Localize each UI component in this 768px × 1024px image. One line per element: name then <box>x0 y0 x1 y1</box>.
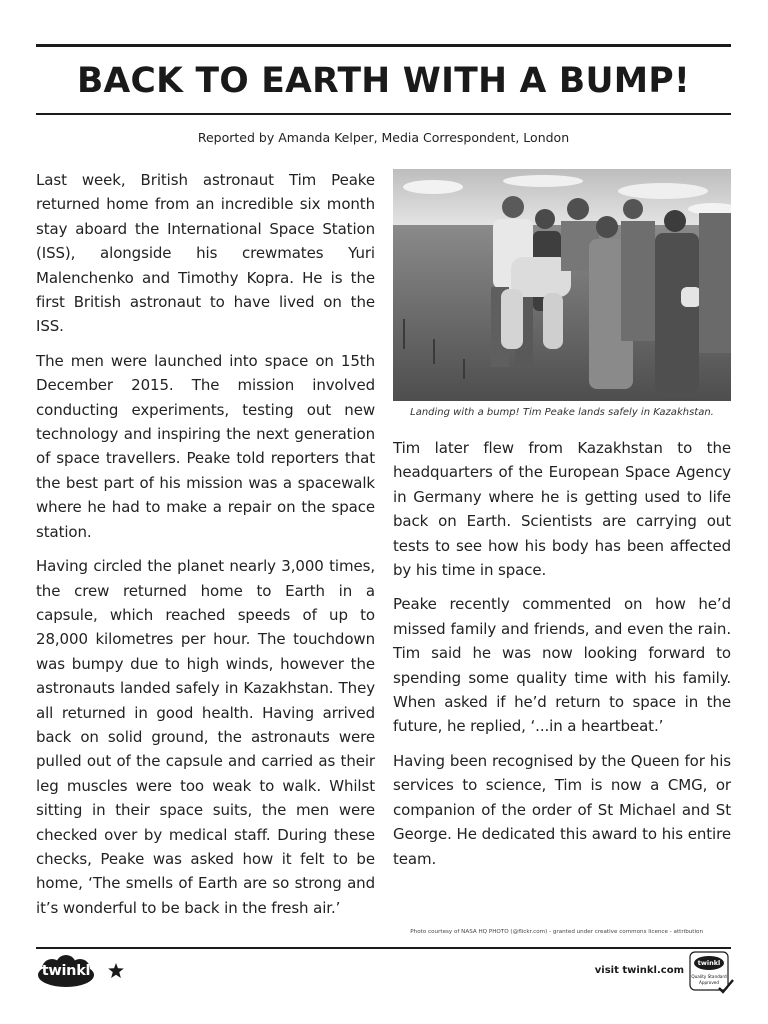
paragraph: The men were launched into space on 15th December 2015. The mission involved conducting experiments, testing out new technology and inspiring the next generation of space travellers. Peake told reporters that the best part of his mission was a spacewalk where he had to make a repair on the space station. <box>36 351 375 541</box>
top-rule <box>36 44 731 47</box>
article-photo <box>393 169 731 401</box>
photo-caption: Landing with a bump! Tim Peake lands safely in Kazakhstan. <box>410 407 714 418</box>
visit-link[interactable]: visit twinkl.com <box>594 965 684 976</box>
footer-rule <box>36 947 731 949</box>
badge-line-2: Approved <box>698 980 720 985</box>
photo-credit: Photo courtesy of NASA HQ PHOTO (@flickr.com) - granted under creative commons licence - attribution <box>410 929 703 935</box>
twinkl-cloud-logo[interactable] <box>36 955 96 989</box>
badge-shape-icon <box>689 950 735 996</box>
star-icon <box>108 963 124 978</box>
photo-illustration <box>393 169 731 401</box>
paragraph: Tim later flew from Kazakhstan to the headquarters of the European Space Agency in Germany where he is getting used to life back on Earth. Scientists are carrying out tests to see how his body has been affected by his time in space. <box>393 439 731 580</box>
right-column <box>393 436 731 881</box>
paragraph: Last week, British astronaut Tim Peake returned home from an incredible six month stay aboard the International Space Station (ISS), alongside his crewmates Yuri Malenchenko and Timothy Kopra. He is the first British astronaut to have lived on the ISS. <box>36 171 375 336</box>
title-rule <box>36 113 731 115</box>
left-column <box>36 168 375 930</box>
logo-text: twinkl <box>41 963 91 979</box>
paragraph: Having been recognised by the Queen for his services to science, Tim is now a CMG, or companion of the order of St Michael and St George. He dedicated this award to his entire team. <box>393 751 731 868</box>
paragraph: Peake recently commented on how he’d missed family and friends, and even the rain. Tim said he was now looking forward to spending some quality time with his family. When asked if he’d return to space in the future, he replied, ‘...in a heartbeat.’ <box>393 595 731 736</box>
headline: BACK TO EARTH WITH A BUMP! <box>76 61 691 101</box>
badge-brand: twinkl <box>697 959 721 967</box>
byline: Reported by Amanda Kelper, Media Correspondent, London <box>197 130 570 145</box>
badge-line-1: Quality Standard <box>691 974 727 979</box>
quality-badge-icon <box>689 950 735 996</box>
paragraph: Having circled the planet nearly 3,000 times, the crew returned home to Earth in a capsule, which reached speeds of up to 28,000 kilometres per hour. The touchdown was bumpy due to high winds, however the astronauts landed safely in Kazakhstan. They all returned in good health. Having arrived back on solid ground, the astronauts were pulled out of the capsule and carried as their leg muscles were too weak to walk. Whilst sitting in their space suits, the men were checked over by medical staff. During these checks, Peake was asked how it felt to be home, ‘The smells of Earth are so strong and it’s wonderful to be back in the fresh air.’ <box>36 557 375 917</box>
